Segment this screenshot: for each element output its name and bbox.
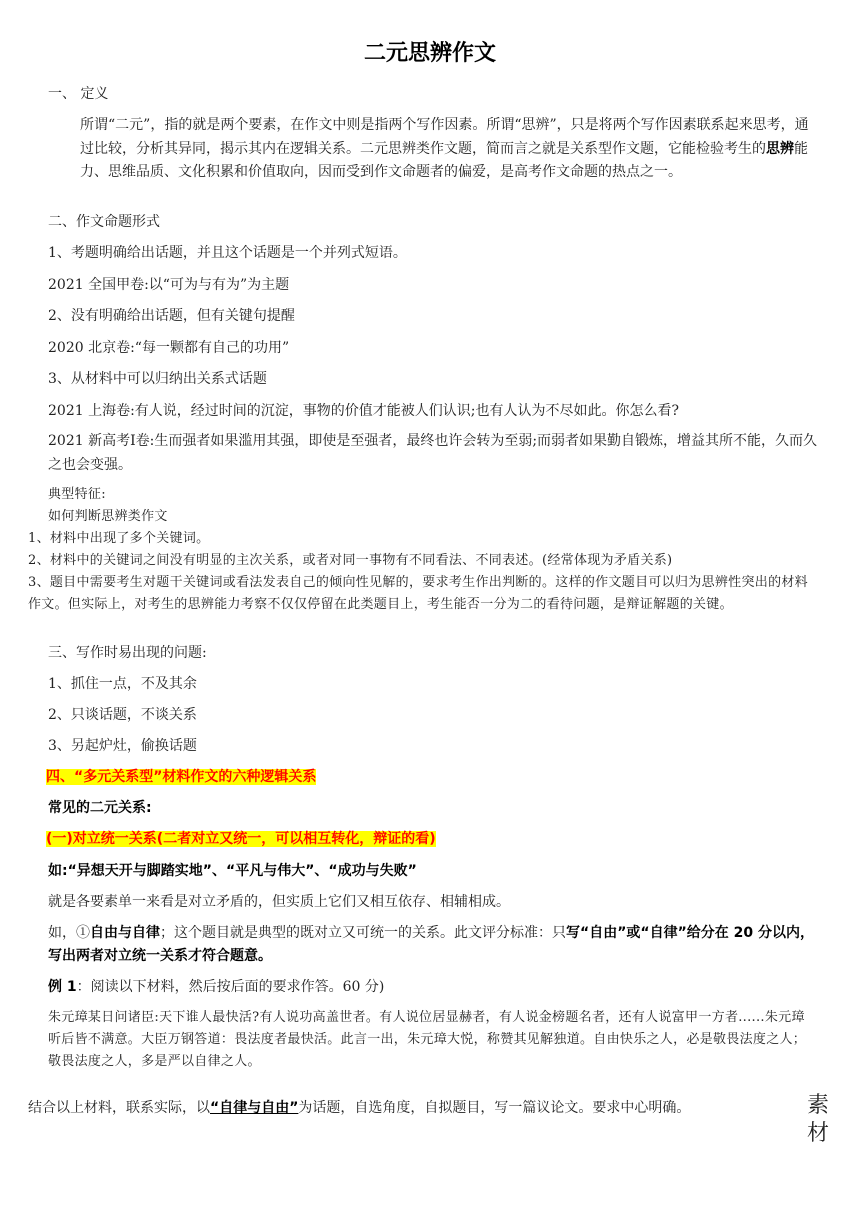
- task-trailing-char: 素材: [806, 1093, 829, 1146]
- definition-paragraph: [80, 114, 818, 185]
- features-subtitle: 如何判断思辨类作文: [48, 509, 168, 524]
- page-title: 二元思辨作文: [363, 41, 496, 66]
- form-item-1: 1、考题明确给出话题，并且这个话题是一个并列式短语。: [48, 245, 407, 261]
- example-1-label: 例 1: [48, 979, 77, 995]
- section-1-heading: 一、 定义: [48, 86, 109, 102]
- task-text-b: 为话题，自选角度，自拟题目，写一篇议论文。要求中心明确。: [298, 1100, 691, 1116]
- form-example-2: 2020 北京卷:“每一颗都有自己的功用”: [48, 340, 290, 356]
- section-2-heading: 二、作文命题形式: [48, 214, 160, 230]
- definition-text-a: 所谓“二元”，指的就是两个要素，在作文中则是指两个写作因素。所谓“思辨”，只是将两个写作因素联系起来思考，通过比较，分析其异同，揭示其内在逻辑关系。二元思辨类作文题，简而言之就是关系型作文题，它能检验考生的: [80, 117, 809, 157]
- form-example-1: 2021 全国甲卷:以“可为与有为”为主题: [48, 277, 290, 293]
- case-text-b: ；这个题目就是典型的既对立又可统一的关系。此文评分标准：只: [160, 925, 566, 941]
- form-item-2: 2、没有明确给出话题，但有关键句提醒: [48, 308, 295, 324]
- section-4-heading-text: 四、“多元关系型”材料作文的六种逻辑关系: [46, 769, 317, 785]
- problem-item-2: 2、只谈话题，不谈关系: [48, 707, 197, 723]
- case-text-a: 如，①: [48, 925, 90, 941]
- feature-point-2: 2、材料中的关键词之间没有明显的主次关系，或者对同一事物有不同看法、不同表述。(经常体现为矛盾关系): [28, 553, 673, 568]
- feature-point-3: 3、题目中需要考生对题干关键词或看法发表自己的倾向性见解的，要求考生作出判断的。这样的作文题目可以归为思辨性突出的材料作文。但实际上，对考生的思辨能力考察不仅仅停留在此类题目上，考生能否一分为二的看待问题，是辩证解题的关键。: [28, 575, 808, 612]
- definition-text-b: 能力、思维品质、文化积累和价值取向，因而受到作文命题者的偏爱，是高考作文命题的热点之一。: [80, 140, 808, 180]
- task-text-a: 结合以上材料，联系实际，以: [28, 1100, 210, 1116]
- relation-1-heading-text: (一)对立统一关系(二者对立又统一，可以相互转化，辩证的看): [46, 831, 436, 847]
- form-example-3: 2021 上海卷:有人说，经过时间的沉淀，事物的价值才能被人们认识;也有人认为不尽如此。你怎么看?: [48, 403, 680, 419]
- common-relations-label: 常见的二元关系:: [48, 800, 152, 816]
- section-4-heading: [46, 767, 316, 787]
- relation-1-case: [48, 922, 818, 968]
- task-trailing-large: [28, 1092, 832, 1148]
- relation-1-examples: 如:“异想天开与脚踏实地”、“平凡与伟大”、“成功与失败”: [48, 863, 417, 879]
- example-1-prompt: [48, 977, 384, 997]
- relation-1-explanation: 就是各要素单一来看是对立矛盾的，但实质上它们又相互依存、相辅相成。: [48, 894, 510, 910]
- task-topic: “自律与自由”: [210, 1100, 299, 1116]
- section-3-heading: 三、写作时易出现的问题:: [48, 645, 207, 661]
- example-1-text: ：阅读以下材料，然后按后面的要求作答。60 分): [76, 979, 385, 995]
- problem-item-1: 1、抓住一点，不及其余: [48, 676, 197, 692]
- definition-bold-term: 思辨: [766, 140, 794, 157]
- case-bold-term: 自由与自律: [90, 925, 160, 941]
- feature-point-1: 1、材料中出现了多个关键词。: [28, 531, 210, 546]
- case-bold-criteria: 写“自由”或“自律”给分在 20 分以内，写出两者对立统一关系才符合题意。: [48, 925, 815, 964]
- form-item-3: 3、从材料中可以归纳出关系式话题: [48, 371, 267, 387]
- problem-item-3: 3、另起炉灶，偷换话题: [48, 738, 197, 754]
- features-label: 典型特征:: [48, 487, 106, 502]
- relation-1-heading: [46, 829, 436, 849]
- form-example-4: 2021 新高考Ⅰ卷:生而强者如果滥用其强，即使是至强者，最终也许会转为至弱;而弱者如果勤自锻炼，增益其所不能，久而久之也会变强。: [48, 433, 818, 473]
- example-1-material: 朱元璋某日问诸臣:天下谁人最快活?有人说功高盖世者。有人说位居显赫者，有人说金榜题名者，还有人说富甲一方者......朱元璋听后皆不满意。大臣万钢答道：畏法度者最快活。此言一出，朱元璋大悦，称赞其见解独道。自由快乐之人，必是敬畏法度之人；敬畏法度之人，多是严以自律之人。: [48, 1010, 807, 1069]
